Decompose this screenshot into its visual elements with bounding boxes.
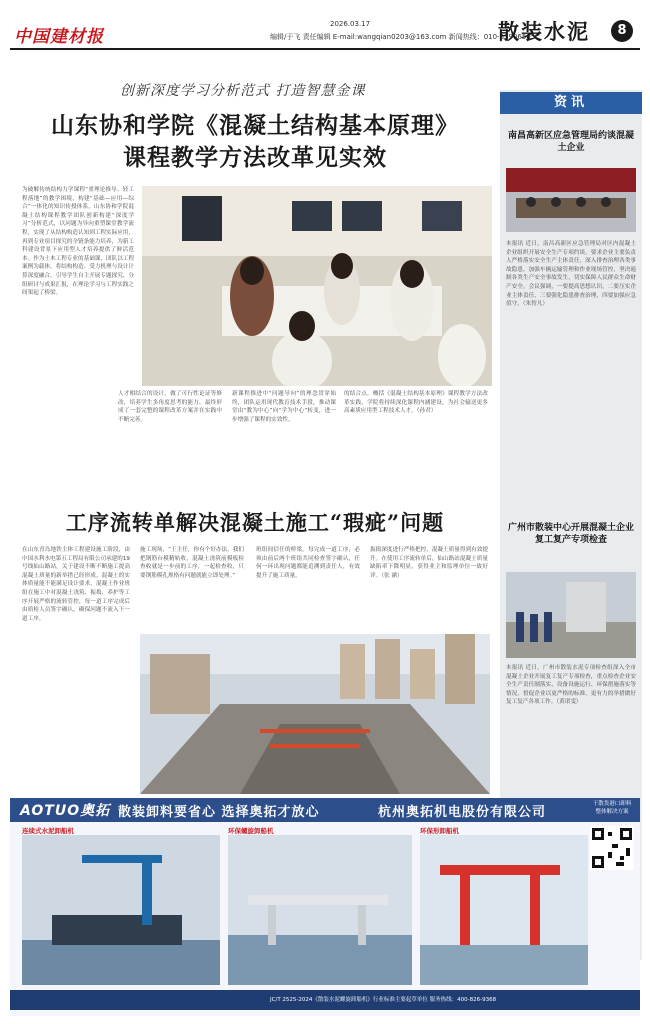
lead-kicker: 创新深度学习分析范式 打造智慧金课 xyxy=(120,83,366,99)
second-body-column-1: 在山东青岛地铁主体工程建设施工阶段，由中国水利水电第五工程局有限公司承建的19号线仙山路站，关于建设不断不断施工提高混凝土质量的新举措已经形成。混凝土的实体质量能不能满足设计要求，混凝土作业班组在施工中对混凝土浇筑、振捣、养护等工序开展严格的流转管控，每一道工序完成后由质检人员签字确认，确保问题不流入下一道工序。 xyxy=(22,547,130,622)
sidebar-header: 资讯 xyxy=(500,92,642,114)
editor-contact: 编辑/于飞 责任编辑 E-mail:wangqian0203@163.com 新闻热线：010-51906505 xyxy=(270,33,536,41)
inspection-photo xyxy=(506,572,636,658)
ad-slogan: 散装卸料要省心 选择奥拓才放心 xyxy=(118,805,320,820)
ad-panel-continuous-unloader xyxy=(22,826,220,986)
sidebar-item-1-title: 南昌高新区应急管理局约谈混凝土企业 xyxy=(507,131,634,153)
second-body-column-2: 施工现场，“王主任，你有个好办法，我们把钢筋台模精轨收，混凝土浇筑前模板检查收就是一步前的工序，一起检查收，只要钢筋模孔规格有问题就能立即处理。” xyxy=(140,547,244,579)
page-number: 8 xyxy=(611,20,633,42)
classroom-photo xyxy=(142,186,492,386)
header-divider xyxy=(10,48,640,50)
sidebar-item-2-body: 本报讯 近日，广州市散装水泥专项检查组深入全市混凝土企业开展复工复产专项检查，重点检查企业安全生产责任制落实、设备设施运行、环保措施落实等情况，督促企业以更严格的标准、更有力的举措做好复工复产各项工作。（黄诺雯） xyxy=(506,665,636,706)
section-title: 散装水泥 xyxy=(498,20,590,44)
lead-headline-line2: 课程教学方法改革见实效 xyxy=(123,144,387,171)
ad-company-name: 杭州奥拓机电股份有限公司 xyxy=(378,805,547,820)
masthead-logo: 中国建材报 xyxy=(14,27,104,47)
ad-panel-screw-unloader xyxy=(228,826,412,986)
meeting-photo xyxy=(506,168,636,232)
lead-body-column-2: 人才相结合的设计，做了可行性论证等修改，培养学生多角度思考的能力，最终形成了一套完整的课程改革方案并在实践中不断完善。 xyxy=(118,391,222,423)
issue-date: 2026.03.17 xyxy=(330,20,371,28)
ad-panel-eco-unloader xyxy=(420,826,588,986)
second-headline: 工序流转单解决混凝土施工“瑕疵”问题 xyxy=(65,510,445,535)
ad-tagline: 干散货港口卸料 整体解决方案 xyxy=(592,801,632,815)
second-body-column-3: 班组间信任的桥梁。每完成一道工序，必须由前后两个班组共同检查签字确认，任何一环出现问题都能追溯到责任人，有效提升了施工质量。 xyxy=(256,547,360,579)
lead-body-column-3: 新课程推进中“问题导向”的理念贯穿始终，团队运用现代教育技术手段，推动课堂由“教为中心”向“学为中心”转变，进一步增强了课程的实效性。 xyxy=(232,391,336,423)
sidebar-item-1-body: 本报讯 近日，南昌高新区应急管理局对区内混凝土企业组织开展安全生产专项约谈，要求企业主要负责人严格落实安全生产主体责任，深入排查治理各类事故隐患，加强车辆运输管理和作业现场管控，坚决遏制各类生产安全事故发生，切实保障人民群众生命财产安全。会议强调，一要提高思想认识，二要压实企业主体责任，三要强化隐患排查治理，四要加强应急值守。（朱智凡） xyxy=(506,241,636,308)
ad-panel-2-caption: 环保螺旋卸船机 xyxy=(228,827,274,835)
construction-site-photo xyxy=(140,634,490,794)
lead-headline-line1: 山东协和学院《混凝土结构基本原理》 xyxy=(51,112,459,139)
qr-code[interactable] xyxy=(590,826,634,870)
ad-panel-3-caption: 环保形卸船机 xyxy=(420,827,459,835)
ad-footer-strip: JC/T 2525-2024《散装水泥螺旋卸船机》行业标准主要起草单位 服务热线：400-826-9368 xyxy=(10,990,640,1010)
lead-headline xyxy=(20,110,490,174)
lead-body-column-4: 的结合点。概括《混凝土结构基本原理》课程教学方法改革实践，学院将持续深化课程内涵建设，为社会输送更多高素质应用型工程技术人才。（孙君） xyxy=(344,391,488,415)
second-body-column-4: 振捣深度进行严格把控，混凝土质量得到有效提升。在使用工序流转单后，仙山路站混凝土质量缺陷率下降明显，获得业主和监理单位一致好评。（张 涵） xyxy=(370,547,488,579)
ad-panel-1-caption: 连续式水泥卸船机 xyxy=(22,827,74,835)
aotuo-logo: AOTUO奥拓 xyxy=(20,803,111,819)
lead-body-column-1: 为破解传统结构力学课程“重理论推导、轻工程落地”的教学困境，构建“基础—应用—综合”一体化的知识传授体系，山东协和学院混凝土结构课程教学团队创新构建“深度学习”分析范式，以问题为导向重塑课堂教学流程，实现了从结构构造认知到工程实际应用，再到专业项目探究的全链条能力培养，为新工科建设背景下应用型人才培养提供了鲜活范本。作为土木工程专业的基础课，团队以工程案例为载体，将结构构造、受力机理与设计计算深度融合，引导学生自主开展专题探究、分组研讨与成果汇报，在理论学习与工程实践之间架起了桥梁。 xyxy=(22,187,134,297)
sidebar-item-2-title: 广州市散装中心开展混凝土企业复工复产专项检查 xyxy=(507,523,634,545)
